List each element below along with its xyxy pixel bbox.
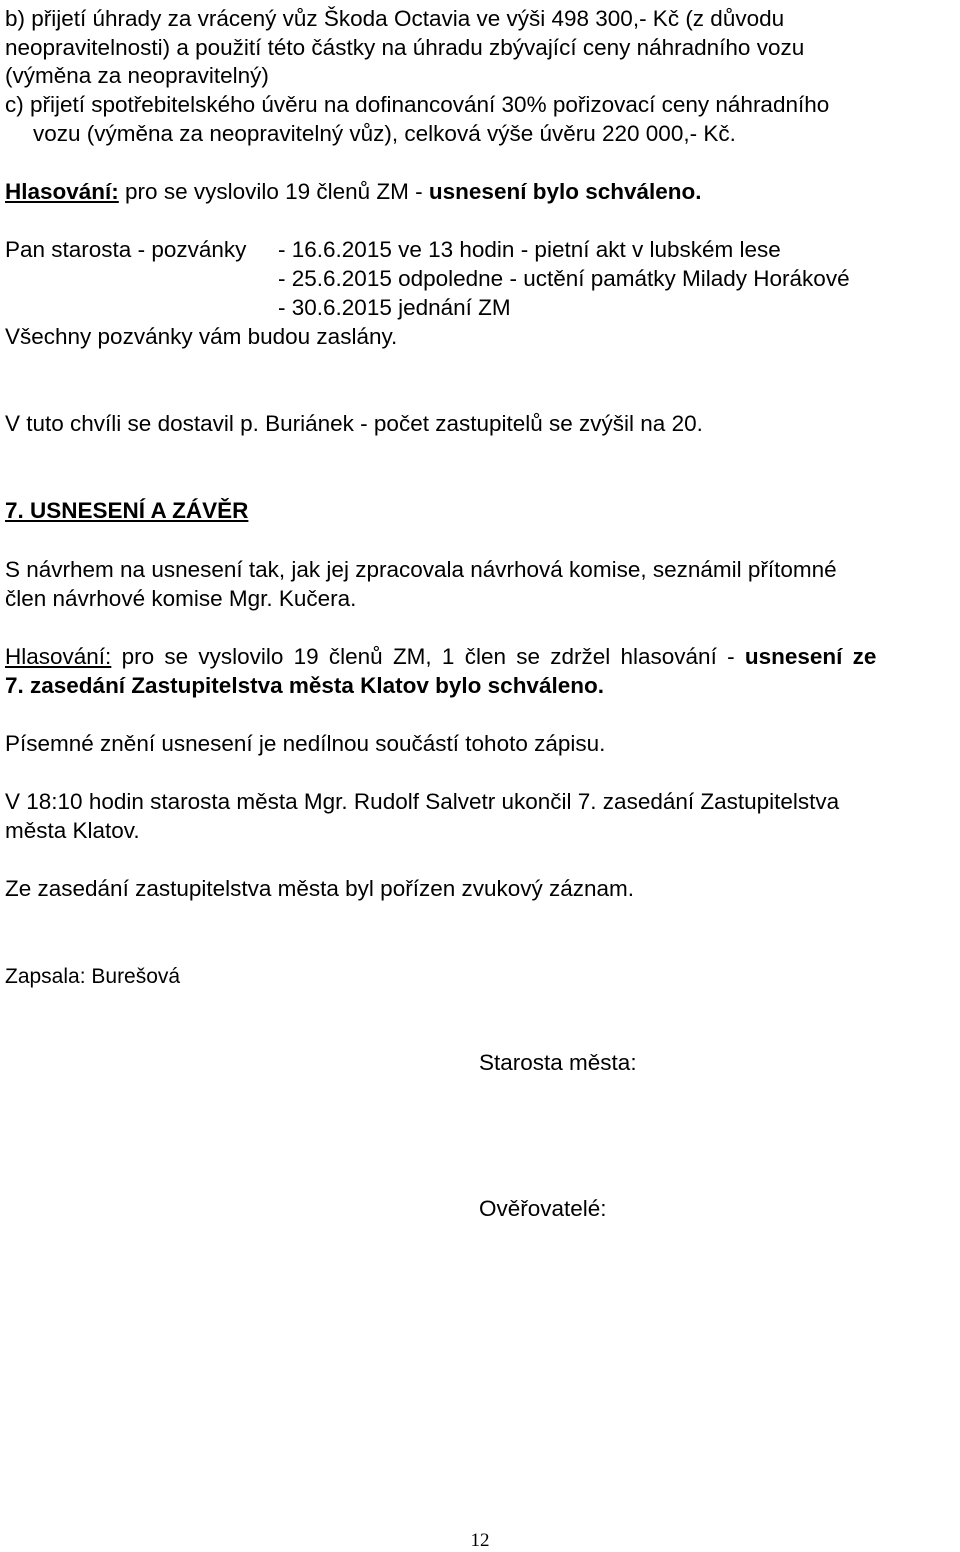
invitation-item-3: - 30.6.2015 jednání ZM xyxy=(278,295,511,320)
section-7-vote-result-b: 7. zasedání Zastupitelstva města Klatov bylo schváleno. xyxy=(5,673,604,698)
invitation-item-2: - 25.6.2015 odpoledne - uctění památky Milady Horákové xyxy=(278,266,850,291)
recording-note: Ze zasedání zastupitelstva města byl pořízen zvukový záznam. xyxy=(5,876,635,901)
section-7-vote-text: pro se vyslovilo 19 členů ZM, 1 člen se zdržel hlasování - xyxy=(111,644,745,669)
section-7-intro-line1: S návrhem na usnesení tak, jak jej zpracovala návrhová komise, seznámil přítomné xyxy=(5,557,837,582)
para-b-line1: b) přijetí úhrady za vrácený vůz Škoda Octavia ve výši 498 300,- Kč (z důvodu xyxy=(5,6,785,31)
vote-1 xyxy=(5,177,702,206)
page-number: 12 xyxy=(470,1530,490,1551)
section-7-vote-result-a: usnesení ze xyxy=(744,644,877,669)
invitations-closing: Všechny pozvánky vám budou zaslány. xyxy=(5,324,398,349)
recorder-signature: Zapsala: Burešová xyxy=(5,965,181,988)
verifiers-signature: Ověřovatelé: xyxy=(479,1196,607,1221)
para-b-line3: (výměna za neopravitelný) xyxy=(5,63,269,88)
closing-line2: města Klatov. xyxy=(5,818,140,843)
section-7-vote-line1 xyxy=(5,642,956,671)
vote-1-result: usnesení bylo schváleno. xyxy=(428,179,702,204)
written-resolution-note: Písemné znění usnesení je nedílnou součástí tohoto zápisu. xyxy=(5,731,606,756)
section-7-vote-label: Hlasování: xyxy=(5,644,112,669)
section-7-intro-line2: člen návrhové komise Mgr. Kučera. xyxy=(5,586,357,611)
section-7-heading: 7. USNESENÍ A ZÁVĚR xyxy=(5,498,249,523)
vote-1-text: pro se vyslovilo 19 členů ZM - xyxy=(118,179,429,204)
mayor-signature: Starosta města: xyxy=(479,1050,637,1075)
arrival-note: V tuto chvíli se dostavil p. Buriánek - počet zastupitelů se zvýšil na 20. xyxy=(5,411,703,436)
invitations-intro: Pan starosta - pozvánky xyxy=(5,237,247,262)
para-b-line2: neopravitelnosti) a použití této částky na úhradu zbývající ceny náhradního vozu xyxy=(5,35,805,60)
para-c-line2: vozu (výměna za neopravitelný vůz), celková výše úvěru 220 000,- Kč. xyxy=(33,121,736,146)
vote-1-label: Hlasování: xyxy=(5,179,119,204)
para-c-line1: c) přijetí spotřebitelského úvěru na dofinancování 30% pořizovací ceny náhradního xyxy=(5,92,830,117)
invitation-item-1: - 16.6.2015 ve 13 hodin - pietní akt v lubském lese xyxy=(278,237,781,262)
closing-line1: V 18:10 hodin starosta města Mgr. Rudolf Salvetr ukončil 7. zasedání Zastupitelstva xyxy=(5,789,840,814)
